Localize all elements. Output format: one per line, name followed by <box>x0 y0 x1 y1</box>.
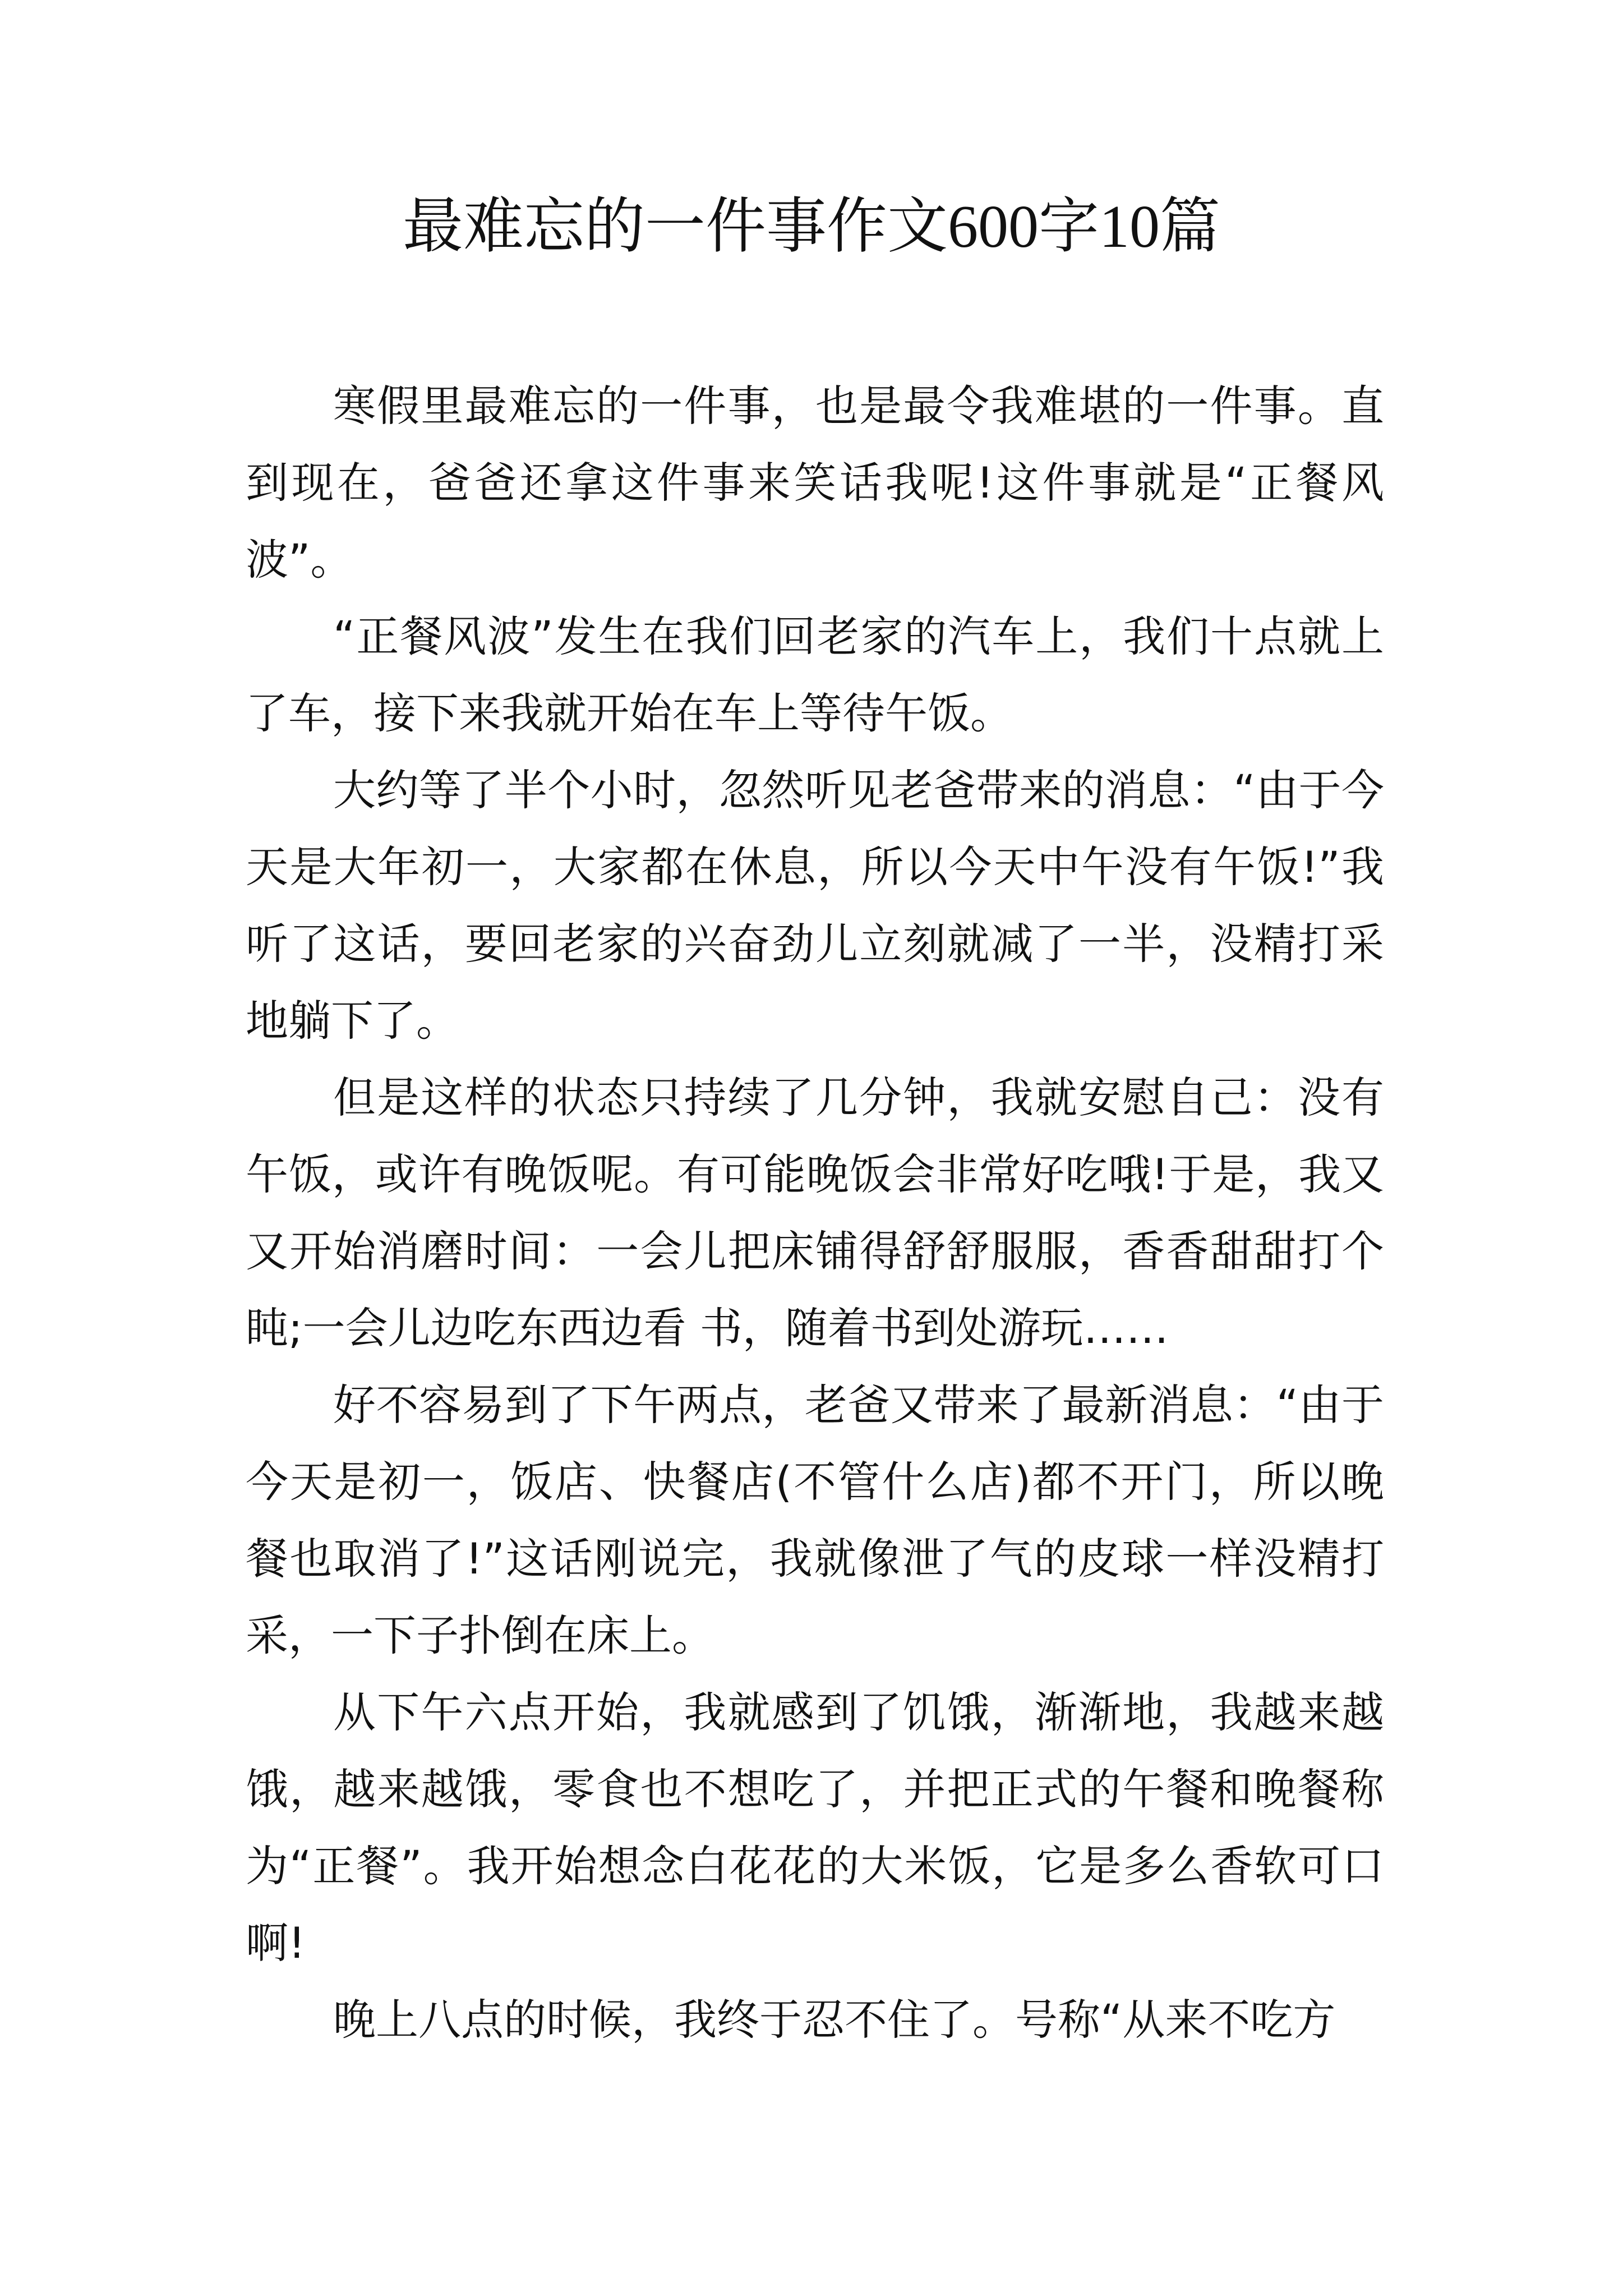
paragraph: 寒假里最难忘的一件事，也是最令我难堪的一件事。直到现在，爸爸还拿这件事来笑话我呢!这件事就是“正餐风波”。 <box>246 381 1384 585</box>
paragraph: 大约等了半个小时，忽然听见老爸带来的消息：“由于今天是大年初一，大家都在休息，所以今天中午没有午饭!”我听了这话，要回老家的兴奋劲儿立刻就减了一半，没精打采地躺下了。 <box>246 765 1384 1046</box>
document-body <box>246 367 1384 2058</box>
paragraph: 但是这样的状态只持续了几分钟，我就安慰自己：没有午饭，或许有晚饭呢。有可能晚饭会非常好吃哦!于是，我又又开始消磨时间：一会儿把床铺得舒舒服服，香香甜甜打个盹;一会儿边吃东西边看 书，随着书到处游玩…… <box>246 1073 1384 1353</box>
paragraph: “正餐风波”发生在我们回老家的汽车上，我们十点就上了车，接下来我就开始在车上等待午饭。 <box>246 611 1384 738</box>
paragraph: 晚上八点的时候，我终于忍不住了。号称“从来不吃方 <box>333 1995 1336 2045</box>
paragraph: 从下午六点开始，我就感到了饥饿，渐渐地，我越来越饿，越来越饿，零食也不想吃了，并把正式的午餐和晚餐称为“正餐”。我开始想念白花花的大米饭，它是多么香软可口啊! <box>246 1687 1384 1968</box>
document-title: 最难忘的一件事作文600字10篇 <box>402 194 1220 260</box>
paragraph: 好不容易到了下午两点，老爸又带来了最新消息：“由于今天是初一，饭店、快餐店(不管什么店)都不开门，所以晚餐也取消了!”这话刚说完，我就像泄了气的皮球一样没精打采，一下子扑倒在床上。 <box>246 1380 1384 1660</box>
